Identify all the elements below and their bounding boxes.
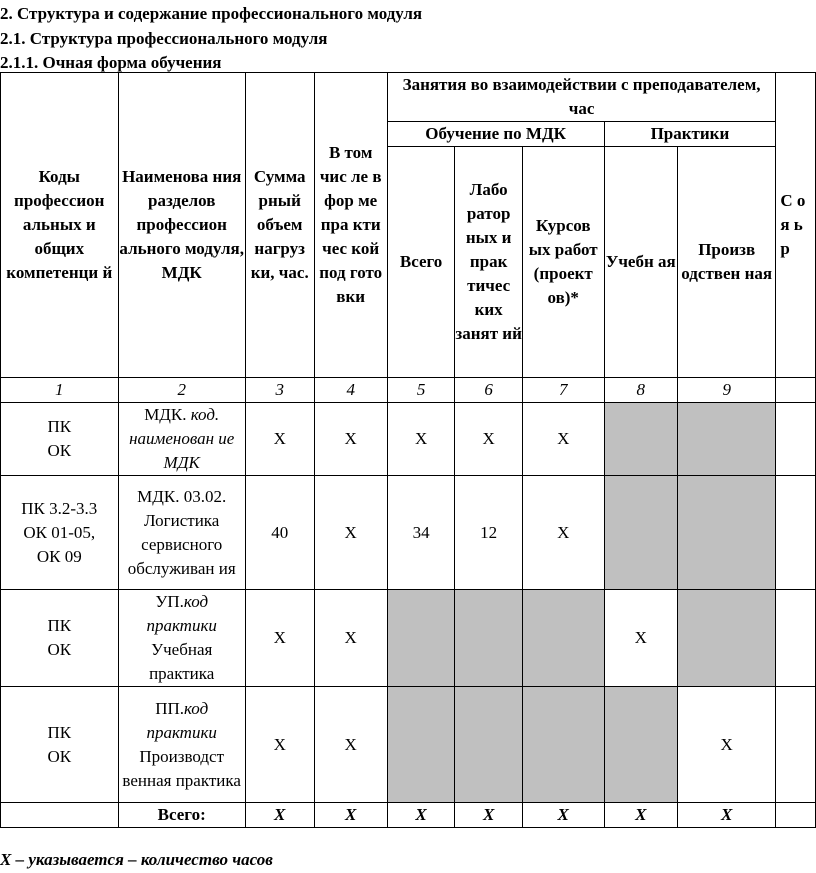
cell-coursework [522,687,604,803]
header-practical-prep: В том чис ле в фор ме пра кти чес кой под гото вки [314,73,387,378]
section-title: 2. Структура и содержание профессионального модуля [0,4,423,23]
header-codes: Коды профессион альных и общих компетенци й [1,73,119,378]
column-number: 7 [522,378,604,403]
cell-cut [776,590,816,687]
cell-coursework: Х [522,403,604,476]
cell-production [678,590,776,687]
total-value: Х [604,803,678,828]
module-name: УП.код практики Учебная практика [118,590,245,687]
competence-codes: ПК ОК [1,687,119,803]
module-name: МДК. 03.02. Логистика сервисного обслуживан ия [118,476,245,590]
module-name: МДК. код. наименован ие МДК [118,403,245,476]
column-number: 6 [455,378,523,403]
competence-codes: ПК 3.2-3.3 ОК 01-05, ОК 09 [1,476,119,590]
cell-all [387,687,455,803]
column-number: 1 [1,378,119,403]
header-labs: Лабо ратор ных и прак тичес ких занят ий [455,147,523,378]
cell-total: Х [245,403,314,476]
cell-all [387,590,455,687]
cell-practical-prep: Х [314,403,387,476]
header-cut-column: С о я ь р [776,73,816,378]
cell-all: Х [387,403,455,476]
table-row [1,590,816,687]
competence-codes: ПК ОК [1,403,119,476]
cell-labs: 12 [455,476,523,590]
subsection-title: 2.1. Структура профессионального модуля [0,29,328,48]
header-names: Наименова ния разделов профессион ального модуля, МДК [118,73,245,378]
column-number: 2 [118,378,245,403]
cell-empty [1,803,119,828]
column-number: 3 [245,378,314,403]
total-value: Х [455,803,523,828]
column-number: 5 [387,378,455,403]
header-production: Произв одствен ная [678,147,776,378]
header-coursework: Курсов ых работ (проект ов)* [522,147,604,378]
table-row [1,403,816,476]
cell-practical-prep: Х [314,590,387,687]
cell-cut [776,476,816,590]
competence-codes: ПК ОК [1,590,119,687]
table-row [1,687,816,803]
cell-educational: Х [604,590,678,687]
total-value: Х [314,803,387,828]
column-number: 4 [314,378,387,403]
total-label: Всего: [118,803,245,828]
cell-coursework: Х [522,476,604,590]
footnote: Х – указывается – количество часов [0,850,273,869]
cell-cut [776,403,816,476]
header-interaction: Занятия во взаимодействии с преподавателем, час [387,73,776,122]
total-value: Х [678,803,776,828]
cell-educational [604,476,678,590]
cell-production [678,403,776,476]
cell-labs: Х [455,403,523,476]
header-mdk-training: Обучение по МДК [387,122,604,147]
table-row [1,476,816,590]
header-practices: Практики [604,122,776,147]
cell-practical-prep: Х [314,687,387,803]
cell-total: Х [245,590,314,687]
total-value: Х [522,803,604,828]
cell-total: 40 [245,476,314,590]
header-educational: Учебн ая [604,147,678,378]
cell-educational [604,403,678,476]
cell-educational [604,687,678,803]
header-all: Всего [387,147,455,378]
column-number: 9 [678,378,776,403]
cell-practical-prep: Х [314,476,387,590]
column-number [776,378,816,403]
header-total: Сумма рный объем нагруз ки, час. [245,73,314,378]
form-title: 2.1.1. Очная форма обучения [0,53,222,72]
cell-cut [776,687,816,803]
cell-total: Х [245,687,314,803]
cell-labs [455,590,523,687]
cell-labs [455,687,523,803]
module-structure-table [0,72,816,828]
total-value: Х [245,803,314,828]
module-name: ПП.код практики Производст венная практика [118,687,245,803]
total-value: Х [387,803,455,828]
total-row [1,803,816,828]
cell-cut [776,803,816,828]
cell-production [678,476,776,590]
cell-coursework [522,590,604,687]
column-number: 8 [604,378,678,403]
cell-all: 34 [387,476,455,590]
cell-production: Х [678,687,776,803]
